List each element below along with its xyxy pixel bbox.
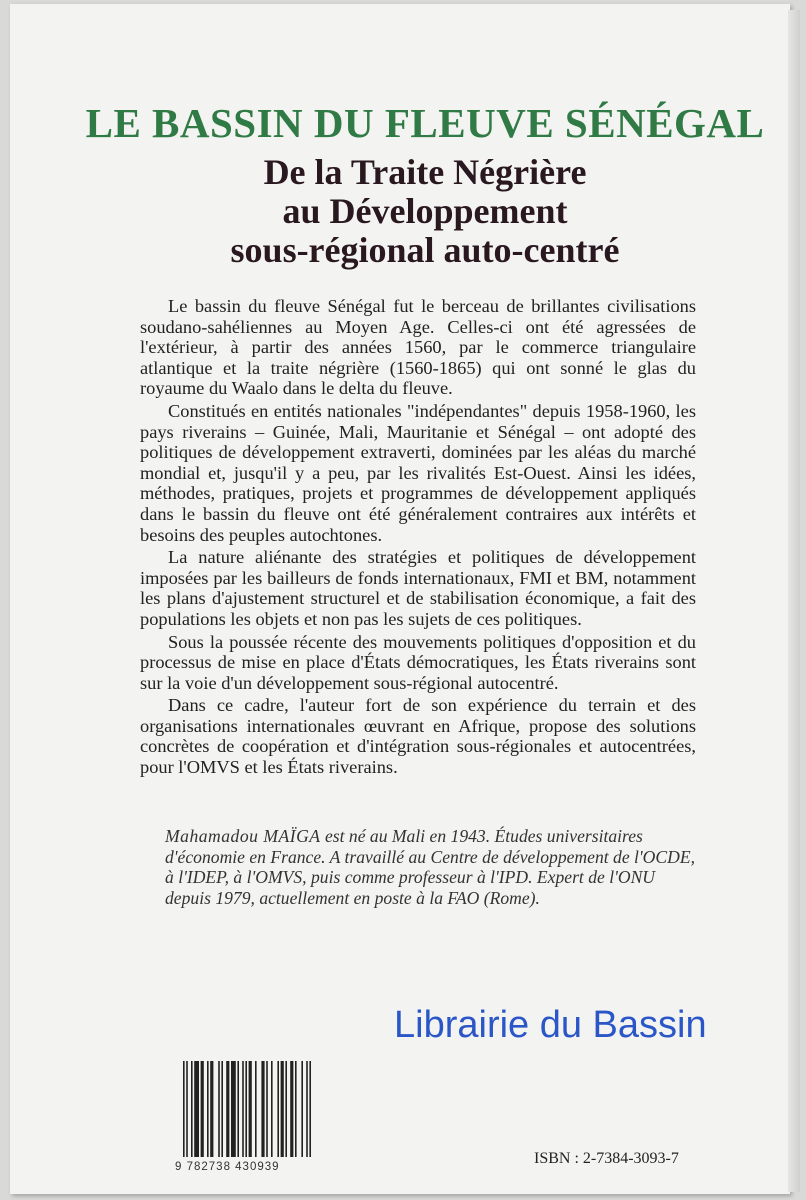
author-name: Mahamadou MAÏGA — [165, 826, 321, 846]
blurb-paragraph: Constitués en entités nationales "indépendantes" depuis 1958-1960, les pays riverains – Guinée, Mali, Mauritanie et Sénégal – ont adopté des politiques de développement extraverti, dominées par les aléas du marché mondial et, jusqu'il y a peu, par les rivalités Est-Ouest. Ainsi les idées, méthodes, pratiques, projets et programmes de développement appliqués dans le bassin du fleuve ont été généralement contraires aux intérêts et besoins des peuples autochtones. — [140, 400, 696, 545]
subtitle-line-1: De la Traite Négrière — [263, 152, 587, 192]
blurb-paragraph: Sous la poussée récente des mouvements politiques d'opposition et du processus de mise en place d'États démocratiques, les États riverains sont sur la voie d'un développement sous-régional autocentré. — [140, 631, 696, 693]
barcode-digits: 9 782738 430939 — [175, 1161, 280, 1173]
watermark: Librairie du Bassin — [394, 1004, 707, 1046]
blurb-paragraph: Dans ce cadre, l'auteur fort de son expérience du terrain et des organisations internationales œuvrant en Afrique, propose des solutions concrètes de coopération et d'intégration sous-régionales et autocentrées, pour l'OMVS et les États riverains. — [140, 695, 696, 778]
blurb-paragraph: La nature aliénante des stratégies et politiques de développement imposées par les bailleurs de fonds internationaux, FMI et BM, notamment les plans d'ajustement structurel et de stabilisation économique, a fait des populations les objets et non pas les sujets de ces politiques. — [140, 547, 696, 629]
blurb-paragraph: Le bassin du fleuve Sénégal fut le berceau de brillantes civilisations soudano-sahéliennes au Moyen Age. Celles-ci ont été agressées de l'extérieur, à partir des années 1560, par le commerce triangulaire atlantique et la traite négrière (1560-1865) qui ont sonné le glas du royaume du Waalo dans le delta du fleuve. — [140, 296, 696, 399]
book-back-cover — [10, 4, 790, 1194]
barcode-bars — [175, 1059, 320, 1159]
book-title: LE BASSIN DU FLEUVE SÉNÉGAL — [85, 100, 765, 146]
author-bio-text: est né au Mali en 1943. Études universitaires d'économie en France. A travaillé au Centre de développement de l'OCDE, à l'IDEP, à l'OMVS, puis comme professeur à l'IPD. Expert de l'ONU depuis 1979, actuellement en poste à la FAO (Rome). — [165, 826, 695, 908]
barcode — [175, 1059, 320, 1173]
page-edge — [788, 10, 800, 1192]
author-bio — [165, 826, 700, 908]
subtitle-line-2: au Développement — [282, 191, 568, 231]
isbn: ISBN : 2-7384-3093-7 — [534, 1150, 679, 1167]
subtitle-line-3: sous-régional auto-centré — [230, 230, 620, 270]
blurb — [140, 296, 696, 780]
